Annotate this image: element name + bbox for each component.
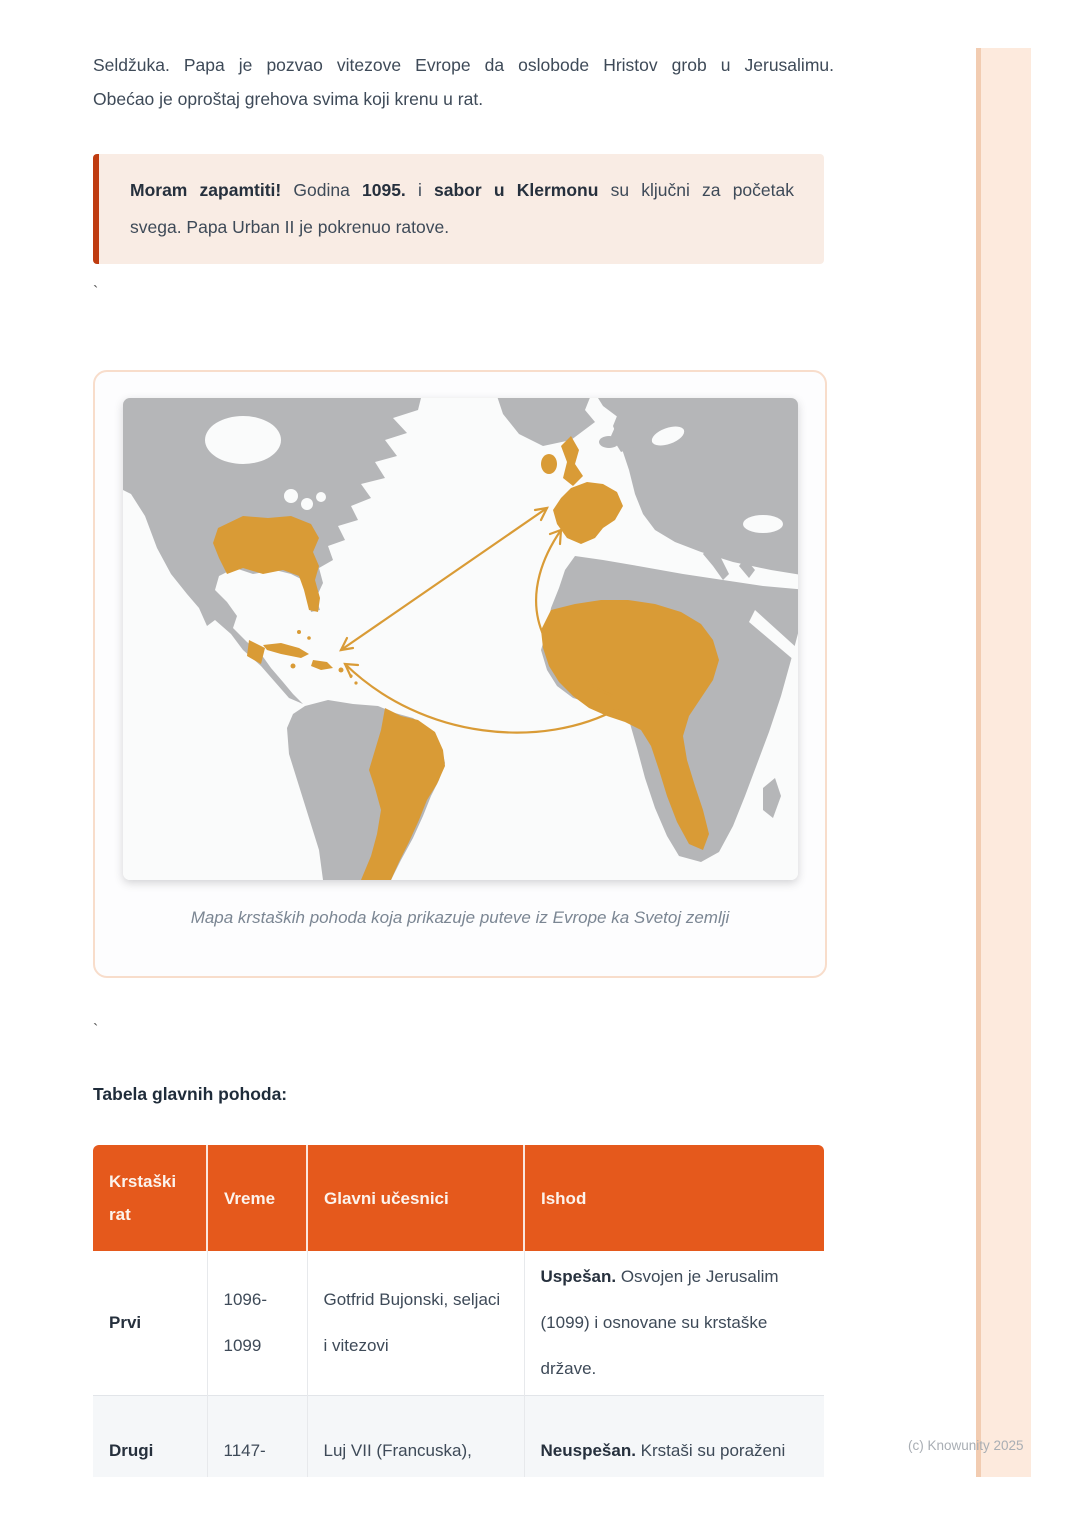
war-time: 1096-1099 [223,1290,267,1355]
cell-outcome [524,1251,824,1396]
callout-text-2: i [405,180,435,200]
war-name: Prvi [109,1313,142,1332]
war-time: 1147- [223,1441,266,1460]
page-edge-stripe [976,48,1031,1477]
table-row [93,1251,824,1396]
remember-callout [93,154,824,264]
map-highlight-island [354,681,357,684]
outcome-detail: Osvojen je Jerusalim (1099) i osnovane su krstaške države. [540,1267,779,1378]
column-header-outcome: Ishod [524,1145,824,1251]
callout-line2: svega. Papa Urban II je pokrenuo ratove. [130,217,450,237]
war-participants: Gotfrid Bujonski, seljaci i vitezovi [323,1290,501,1355]
stray-backtick-2: ` [93,1022,99,1039]
map-highlight-island [297,630,301,634]
outcome-verdict: Neuspešan. [540,1441,636,1460]
callout-line1 [130,172,794,209]
map-highlight-island [290,664,295,669]
callout-text-1: Godina [281,180,362,200]
cell-participants [307,1251,524,1396]
map-highlight-island [307,636,311,640]
cell-participants [307,1396,524,1478]
map-highlight-ireland [541,454,557,474]
column-header-participants: Glavni učesnici [307,1145,524,1251]
intro-paragraph-line2: Obećao je oproštaj grehova svima koji krenu u rat. [93,89,484,109]
intro-paragraph-line1: Seldžuka. Papa je pozvao vitezove Evrope da oslobode Hristov grob u Jerusalimu. [93,55,834,75]
cell-war [93,1251,207,1396]
world-map-graphic [123,398,798,880]
cell-time [207,1251,307,1396]
cell-time [207,1396,307,1478]
stray-backtick-1: ` [93,284,99,301]
table-header-row [93,1145,824,1251]
page-content [93,0,834,1477]
crusades-table [93,1145,824,1477]
crusade-routes-map [123,398,798,880]
war-name: Drugi [109,1441,154,1460]
map-great-lake [284,489,298,503]
cell-outcome [524,1396,824,1478]
knowunity-watermark: (c) Knowunity 2025 [908,1438,1024,1453]
map-highlight-island [338,668,343,673]
outcome-verdict: Uspešan. [540,1267,617,1286]
war-participants: Luj VII (Francuska), [323,1441,472,1460]
map-great-lake [301,498,313,510]
map-great-lake [316,492,326,502]
outcome-detail: Krstaši su poraženi [635,1441,786,1460]
map-caption: Mapa krstaških pohoda koja prikazuje puteve iz Evrope ka Svetoj zemlji [190,908,730,927]
callout-lead-bold: Moram zapamtiti! [130,180,282,200]
callout-text-3: su ključni za početak [598,180,794,200]
map-black-sea [743,515,783,533]
table-row [93,1396,824,1478]
callout-bold-council: sabor u Klermonu [434,180,599,200]
table-heading: Tabela glavnih pohoda: [93,1084,288,1104]
cell-war [93,1396,207,1478]
callout-bold-year: 1095. [362,180,406,200]
map-hudson-bay [205,416,281,464]
map-figure-container [93,370,827,978]
column-header-time: Vreme [207,1145,307,1251]
column-header-war: Krstaški rat [93,1145,207,1251]
